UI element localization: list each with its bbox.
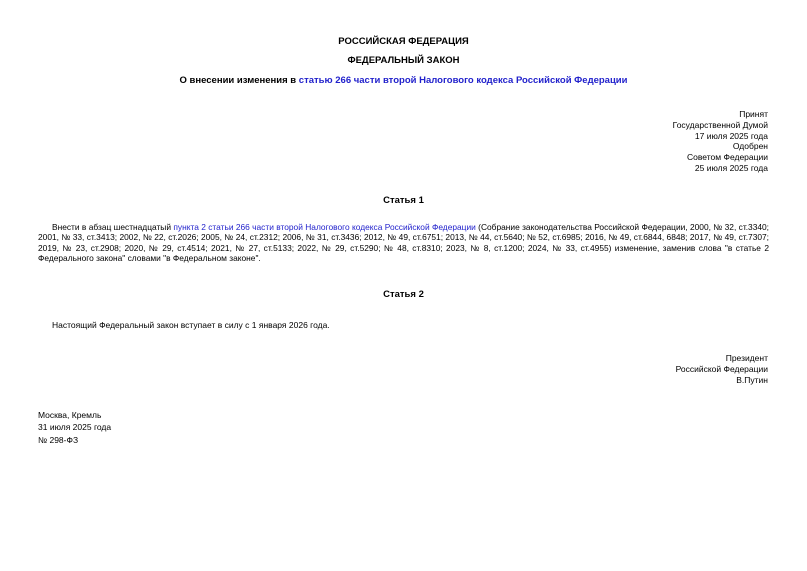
adoption-line-adopted: Принят [739,109,768,119]
article-2-body: Настоящий Федеральный закон вступает в силу с 1 января 2026 года. [52,320,330,330]
footer-block [38,409,111,446]
adoption-line-council-date: 25 июля 2025 года [694,162,768,173]
signature-block [676,353,768,385]
adoption-line-duma-date: 17 июля 2025 года [694,130,768,141]
adoption-line-council: Советом Федерации [687,152,768,163]
document-title [0,75,807,86]
footer-date: 31 июля 2025 года [38,422,112,433]
signature-name: В.Путин [736,374,768,385]
article-1-body [38,222,769,264]
article-1-body-prefix: Внести в абзац шестнадцатый [52,222,174,232]
header-country: РОССИЙСКАЯ ФЕДЕРАЦИЯ [338,36,469,47]
article-1-heading: Статья 1 [383,195,424,206]
adoption-block [673,109,768,174]
footer-place: Москва, Кремль [38,410,102,420]
signature-title: Президент [725,353,768,363]
document-title-prefix: О внесении изменения в [179,75,299,86]
adoption-line-duma: Государственной Думой [672,119,768,130]
article-1-body-suffix: (Собрание законодательства Российской Федерации, 2000, № 32, ст.3340; 2001, № 33, ст.3413; 2002, № 22, ст.2026; 2005, № 24, ст.2312; 2006, № 31, ст.3436; 2012, № 49, ст.6751; 2013, № 44, ст.5640; № 52, ст.6985; 2016, № 49, ст.6844, 6848; 2017, № 49, ст.7307; 2019, № 23, ст.2908; 2020, № 29, ст.4514; 2021, № 27, ст.5133; 2022, № 29, ст.5290; № 48, ст.8310; 2023, № 8, ст.1200; 2024, № 33, ст.4955) изменение, заменив слова "в статье 2 Федерального закона" словами "в Федеральном законе". [38,222,770,264]
document-title-link[interactable]: статью 266 части второй Налогового кодекса Российской Федерации [298,75,628,86]
footer-law-number: № 298-ФЗ [38,434,79,445]
header-doc-type: ФЕДЕРАЛЬНЫЙ ЗАКОН [347,55,460,66]
article-2-heading: Статья 2 [383,289,424,300]
signature-country: Российской Федерации [675,363,768,374]
adoption-line-approved: Одобрен [732,141,768,152]
article-1-body-link[interactable]: пункта 2 статьи 266 части второй Налогового кодекса Российской Федерации [173,222,476,232]
